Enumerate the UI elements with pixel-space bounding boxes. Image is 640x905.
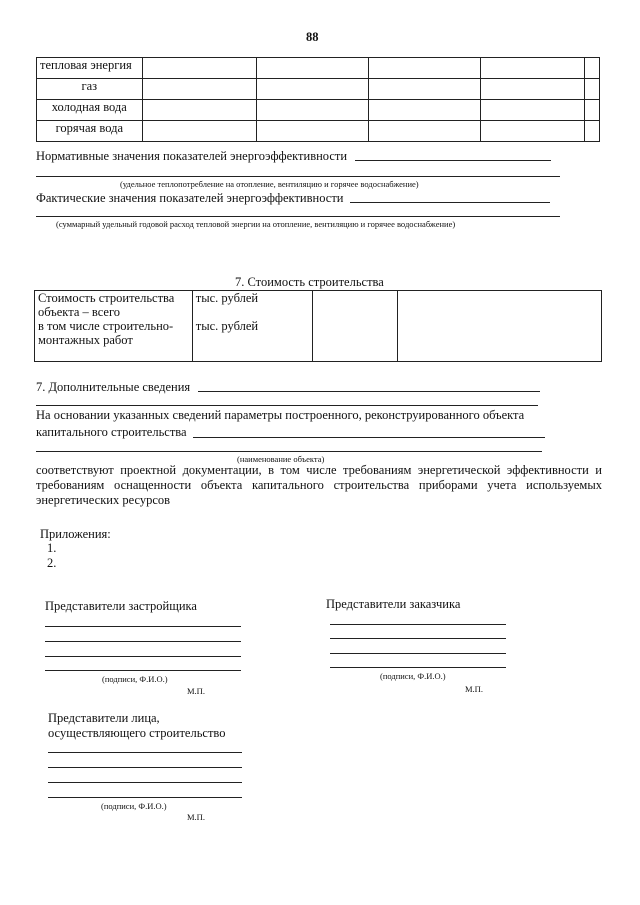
normative-field[interactable] bbox=[355, 160, 551, 161]
attachment-item: 1. bbox=[47, 541, 57, 555]
page-number: 88 bbox=[306, 30, 319, 44]
cost-total-label: Стоимость строительства объекта – всего bbox=[38, 291, 175, 319]
signature-line[interactable] bbox=[45, 626, 241, 627]
energy-table bbox=[36, 57, 600, 142]
normative-field-2[interactable] bbox=[36, 176, 560, 177]
normative-label: Нормативные значения показателей энергоэффективности bbox=[36, 149, 348, 163]
table-row bbox=[37, 58, 600, 79]
signature-line[interactable] bbox=[330, 638, 506, 639]
normative-caption: (удельное теплопотребление на отопление, вентиляцию и горячее водоснабжение) bbox=[120, 179, 419, 189]
cost-smr-unit: тыс. рублей bbox=[195, 319, 259, 333]
table-row bbox=[37, 121, 600, 142]
row-label: газ bbox=[37, 79, 143, 100]
additional-field[interactable] bbox=[198, 391, 540, 392]
stamp-label: М.П. bbox=[187, 812, 205, 822]
developer-title: Представители застройщика bbox=[45, 599, 197, 613]
cost-smr-label: в том числе строительно-монтажных работ bbox=[38, 319, 174, 347]
signature-caption: (подписи, Ф.И.О.) bbox=[380, 671, 446, 681]
signature-caption: (подписи, Ф.И.О.) bbox=[101, 801, 167, 811]
signature-line[interactable] bbox=[330, 653, 506, 654]
signature-line[interactable] bbox=[48, 767, 242, 768]
cost-value-cell[interactable] bbox=[312, 291, 398, 362]
cost-table bbox=[34, 290, 602, 362]
attachments-title: Приложения: bbox=[40, 527, 111, 541]
signature-caption: (подписи, Ф.И.О.) bbox=[102, 674, 168, 684]
object-name-field[interactable] bbox=[193, 437, 545, 438]
stamp-label: М.П. bbox=[465, 684, 483, 694]
cost-value-cell[interactable] bbox=[398, 291, 602, 362]
row-label: горячая вода bbox=[37, 121, 143, 142]
table-row bbox=[37, 79, 600, 100]
basis-text-line2: капитального строительства bbox=[36, 425, 187, 439]
table-row bbox=[35, 291, 602, 362]
signature-line[interactable] bbox=[330, 667, 506, 668]
attachment-item: 2. bbox=[47, 556, 57, 570]
signature-line[interactable] bbox=[45, 641, 241, 642]
signature-line[interactable] bbox=[48, 782, 242, 783]
actual-caption: (суммарный удельный годовой расход тепловой энергии на отопление, вентиляцию и горячее водоснабжение) bbox=[56, 219, 456, 229]
builder-title-line2: осуществляющего строительство bbox=[48, 726, 226, 740]
additional-label: 7. Дополнительные сведения bbox=[36, 380, 191, 394]
signature-line[interactable] bbox=[45, 656, 241, 657]
signature-line[interactable] bbox=[330, 624, 506, 625]
customer-title: Представители заказчика bbox=[326, 597, 461, 611]
actual-label: Фактические значения показателей энергоэффективности bbox=[36, 191, 344, 205]
actual-field-2[interactable] bbox=[36, 216, 560, 217]
table-row bbox=[37, 100, 600, 121]
section-title: 7. Стоимость строительства bbox=[235, 275, 384, 289]
actual-field[interactable] bbox=[350, 202, 550, 203]
signature-line[interactable] bbox=[48, 752, 242, 753]
object-caption: (наименование объекта) bbox=[237, 454, 325, 464]
signature-line[interactable] bbox=[45, 670, 241, 671]
builder-title-line1: Представители лица, bbox=[48, 711, 160, 725]
row-label: тепловая энергия bbox=[37, 58, 143, 79]
signature-line[interactable] bbox=[48, 797, 242, 798]
cost-total-unit: тыс. рублей bbox=[195, 291, 259, 305]
stamp-label: М.П. bbox=[187, 686, 205, 696]
additional-field-2[interactable] bbox=[36, 405, 538, 406]
object-name-field-2[interactable] bbox=[36, 451, 542, 452]
basis-text-line1: На основании указанных сведений параметры построенного, реконструированного объекта bbox=[36, 408, 525, 422]
row-label: холодная вода bbox=[37, 100, 143, 121]
conclusion-text: соответствуют проектной документации, в том числе требованиям энергетической эффективности и требованиям оснащенности объекта капитального строительства приборами учета используемых энергетических ресурсов bbox=[36, 463, 602, 507]
